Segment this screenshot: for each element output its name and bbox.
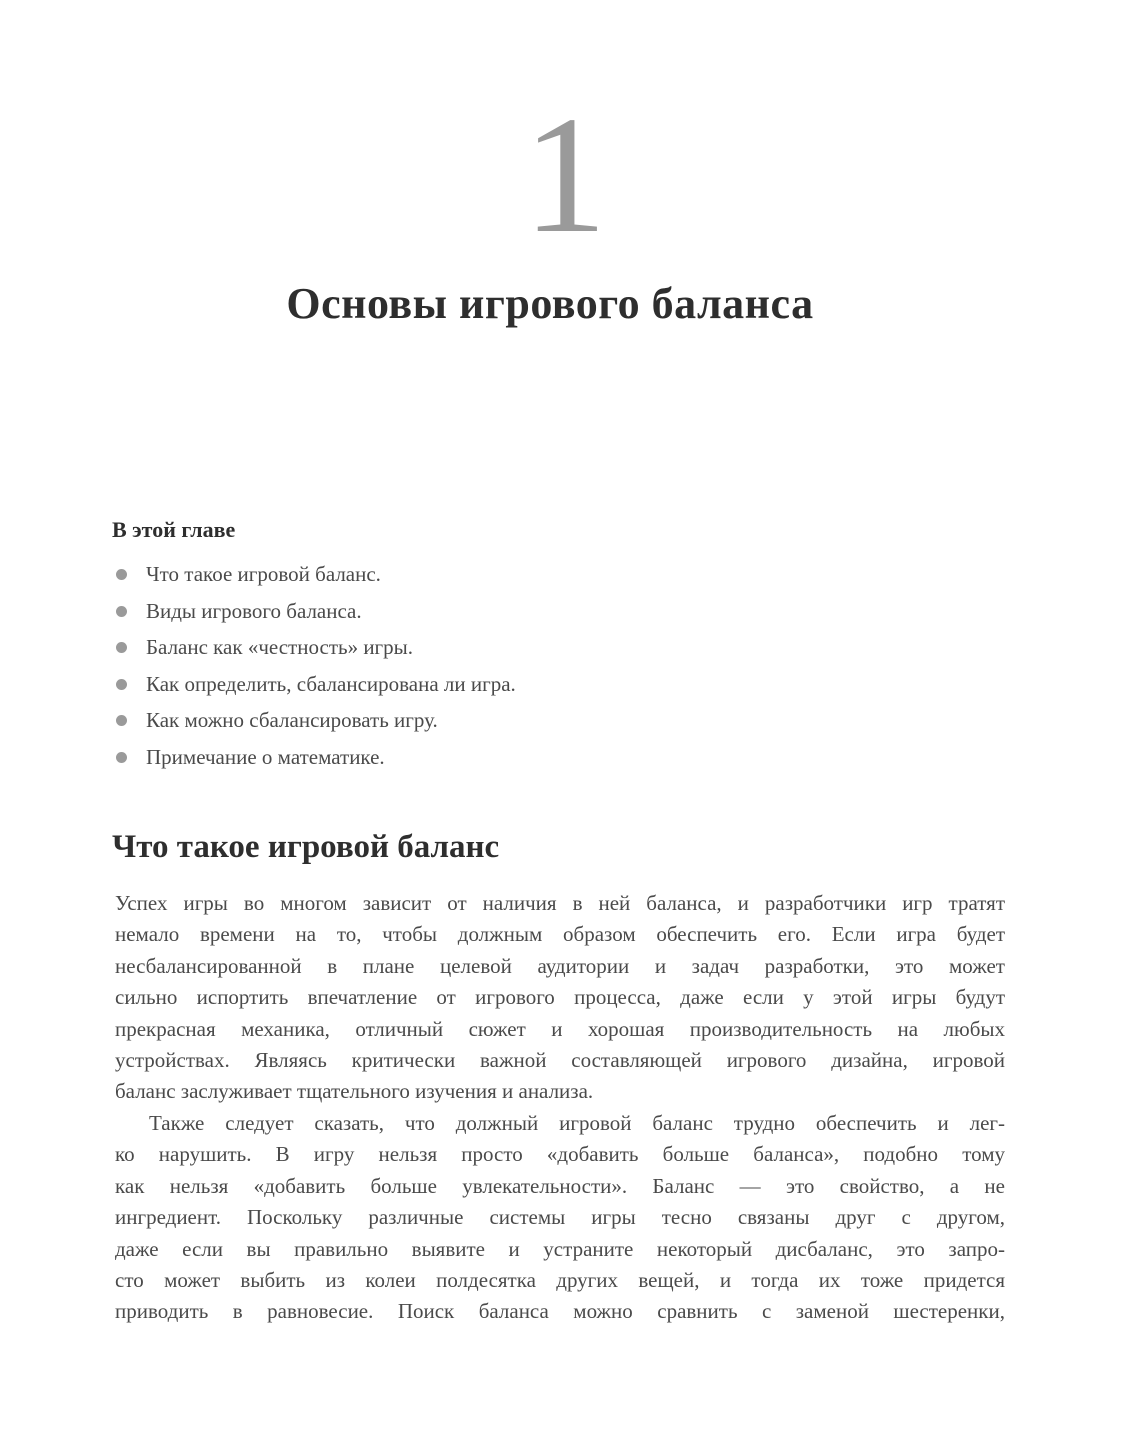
text-line: немало времени на то, чтобы должным образом обеспечить его. Если игра будет	[115, 922, 1005, 947]
topic-label: Виды игрового баланса.	[146, 598, 362, 623]
list-item	[112, 629, 516, 666]
bullet-icon	[116, 642, 127, 653]
in-chapter-heading: В этой главе	[112, 517, 236, 542]
bullet-icon	[116, 752, 127, 763]
list-item	[112, 739, 516, 776]
section-title: Что такое игровой баланс	[112, 829, 500, 865]
list-item	[112, 666, 516, 703]
topic-label: Баланс как «честность» игры.	[146, 635, 414, 659]
text-line: как нельзя «добавить больше увлекательности». Баланс — это свойство, а не	[115, 1173, 1005, 1198]
text-line: устройствах. Являясь критически важной составляющей игрового дизайна, игровой	[115, 1048, 1005, 1073]
text-line: даже если вы правильно выявите и устраните некоторый дисбаланс, это запро-	[115, 1236, 1005, 1261]
text-line: Также следует сказать, что должный игровой баланс трудно обеспечить и лег-	[149, 1111, 1005, 1135]
text-line: ингредиент. Поскольку различные системы игры тесно связаны друг с другом,	[115, 1205, 1005, 1230]
bullet-icon	[116, 679, 127, 690]
list-item	[112, 556, 516, 593]
bullet-icon	[116, 606, 127, 617]
list-item	[112, 593, 516, 630]
body-paragraph-2	[115, 1108, 1005, 1328]
bullet-icon	[116, 715, 127, 726]
topic-label: Что такое игровой баланс.	[146, 562, 381, 586]
topic-label: Примечание о математике.	[146, 744, 385, 769]
chapter-topics-list	[112, 556, 516, 775]
text-line: ко нарушить. В игру нельзя просто «добавить больше баланса», подобно тому	[115, 1142, 1005, 1167]
topic-label: Как можно сбалансировать игру.	[146, 708, 438, 732]
text-line: сто может выбить из колеи полдесятка других вещей, и тогда их тоже придется	[115, 1268, 1005, 1293]
text-line: Успех игры во многом зависит от наличия в ней баланса, и разработчики игр тратят	[115, 891, 1005, 915]
topic-label: Как определить, сбалансирована ли игра.	[146, 671, 516, 696]
text-line: сильно испортить впечатление от игрового процесса, даже если у этой игры будут	[115, 985, 1005, 1010]
text-line: приводить в равновесие. Поиск баланса можно сравнить с заменой шестеренки,	[115, 1299, 1005, 1324]
text-line: прекрасная механика, отличный сюжет и хорошая производительность на любых	[115, 1016, 1005, 1041]
bullet-icon	[116, 569, 127, 580]
list-item	[112, 702, 516, 739]
text-line: несбалансированной в плане целевой аудитории и задач разработки, это может	[115, 953, 1005, 978]
text-line: баланс заслуживает тщательного изучения и анализа.	[115, 1079, 594, 1104]
chapter-number: 1	[523, 82, 607, 268]
chapter-title: Основы игрового баланса	[286, 279, 814, 328]
body-paragraph-1	[115, 888, 1005, 1108]
